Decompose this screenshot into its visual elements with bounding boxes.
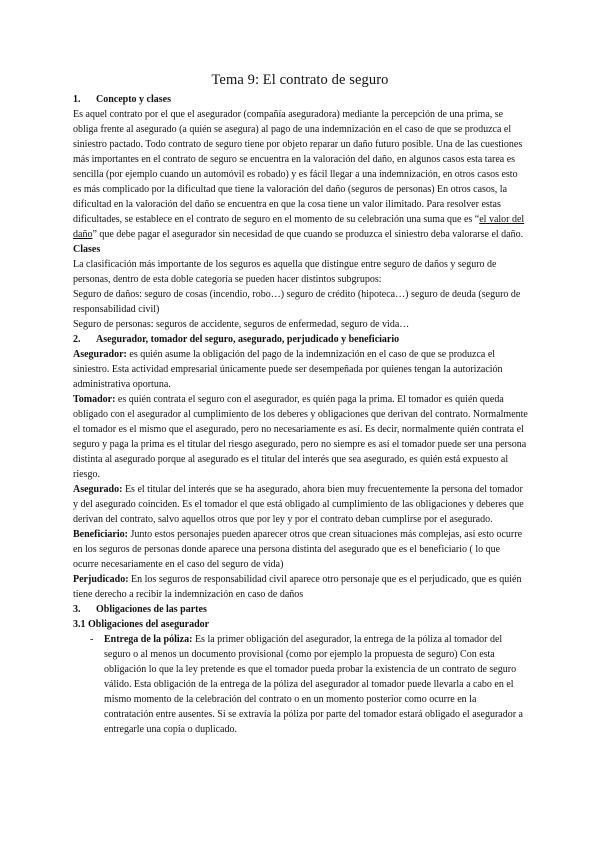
definition-asegurador <box>73 347 528 392</box>
paragraph-text: ” que debe pagar el asegurador sin necesidad de que cuando se produzca el siniestro deba valorarse el daño. <box>92 229 524 240</box>
subsection-3-1-heading: 3.1 Obligaciones del asegurador <box>73 619 210 630</box>
paragraph-concepto <box>73 107 528 242</box>
clases-heading: Clases <box>73 244 101 255</box>
list-item-entrega-poliza <box>73 632 528 737</box>
term-label: Perjudicado: <box>73 574 129 585</box>
definition-beneficiario <box>73 527 528 572</box>
list-bullet: - <box>90 634 94 645</box>
term-text: es quién asume la obligación del pago de la indemnización en el caso de que se produzca el siniestro. Esta actividad empresarial únicamente puede ser desempeñada por quienes tengan la autorización administrativa oportuna. <box>73 349 503 390</box>
section-1-heading <box>73 92 528 107</box>
term-text: es quién contrata el seguro con el asegurador, es quién paga la prima. El tomador es quién queda obligado con el asegurador al cumplimiento de los deberes y obligaciones que derivan del contrato. Normalmente el tomador es el mismo que el asegurado, pero no necesariamente es así. Es decir, normalmente quién contrata el seguro y paga la prima es el titular del riesgo asegurado, pero no siempre es así el tomador puede ser una persona distinta al asegurado porque al asegurado es el titular del interés que sea asegurado, es quién está expuesto al riesgo. <box>73 394 528 480</box>
definition-asegurado <box>73 482 528 527</box>
term-label: Entrega de la póliza: <box>104 634 193 645</box>
term-label: Beneficiario: <box>73 529 128 540</box>
paragraph-clasificacion: La clasificación más importante de los seguros es aquella que distingue entre seguro de daños y seguro de personas, dentro de esta doble categoría se pueden hacer distintos subgrupos: <box>73 259 497 285</box>
term-label: Asegurado: <box>73 484 123 495</box>
section-2-heading <box>73 332 528 347</box>
definition-perjudicado <box>73 572 528 602</box>
term-text: En los seguros de responsabilidad civil aparece otro personaje que es el perjudicado, que es quién tiene derecho a recibir la indemnización en caso de daños <box>73 574 522 600</box>
underlined-text: el valor del daño <box>73 214 525 240</box>
term-text: Es el titular del interés que se ha asegurado, ahora bien muy frecuentemente la persona del tomador y del asegurado coinciden. Es el tomador el que está obligado al cumplimiento de las obligaciones y deberes que derivan del contrato, salvo aquellos otros que por ley y por el contrato deban cumplirse por el asegurado. <box>73 484 524 525</box>
section-3-heading <box>73 602 528 617</box>
section-number: 1. <box>73 94 81 105</box>
document-body <box>73 92 528 737</box>
section-title: Obligaciones de las partes <box>96 604 207 615</box>
section-number: 3. <box>73 604 81 615</box>
definition-tomador <box>73 392 528 482</box>
term-text: Es la primer obligación del asegurador, la entrega de la póliza al tomador del seguro o al menos un documento provisional (como por ejemplo la propuesta de seguro) Con esta obligación lo que la ley pretende es que el tomador pueda probar la existencia de un contrato de seguro válido. Esta obligación de la entrega de la póliza del asegurador al tomador puede llevarla a cabo en el mismo momento de la celebración del contrato o en un momento posterior como ocurre en la contratación entre ausentes. Si se extravía la póliza por parte del tomador estará obligado el asegurador a entregarle una copia o duplicado. <box>104 634 523 735</box>
term-label: Asegurador: <box>73 349 127 360</box>
document-title: Tema 9: El contrato de seguro <box>211 72 389 88</box>
term-label: Tomador: <box>73 394 116 405</box>
paragraph-seguro-danos: Seguro de daños: seguro de cosas (incendio, robo…) seguro de crédito (hipoteca…) seguro de deuda (seguro de responsabilidad civil) <box>73 289 521 315</box>
paragraph-seguro-personas: Seguro de personas: seguros de accidente, seguros de enfermedad, seguro de vida… <box>73 319 410 330</box>
section-title: Concepto y clases <box>96 94 171 105</box>
section-title: Asegurador, tomador del seguro, asegurado, perjudicado y beneficiario <box>96 334 400 345</box>
section-number: 2. <box>73 334 81 345</box>
term-text: Junto estos personajes pueden aparecer otros que crean situaciones más complejas, así esto ocurre en los seguros de personas donde aparece una persona distinta del asegurado que es el beneficiario ( lo que ocurre necesariamente en el caso del seguro de vida) <box>73 529 523 570</box>
paragraph-text: Es aquel contrato por el que el asegurador (compañía aseguradora) mediante la percepción de una prima, se obliga frente al asegurado (a quién se asegura) al pago de una indemnización en el caso de que se produzca el siniestro pactado. Todo contrato de seguro tiene por objeto reparar un daño futuro posible. Una de las cuestiones más importantes en el contrato de seguro se encuentra en la valoración del daño, en algunos casos esta tarea es sencilla (por ejemplo cuando un automóvil es robado) y es fácil llegar a una indemnización, en otros casos esto es más complicado por la dificultad que tiene la valoración del daño (seguros de personas) En otros casos, la dificultad en la valoración del daño se encuentra en que la cosa tiene un valor ilimitado. Para resolver estas dificultades, se establece en el contrato de seguro en el momento de su celebración una suma que es “ <box>73 109 523 225</box>
